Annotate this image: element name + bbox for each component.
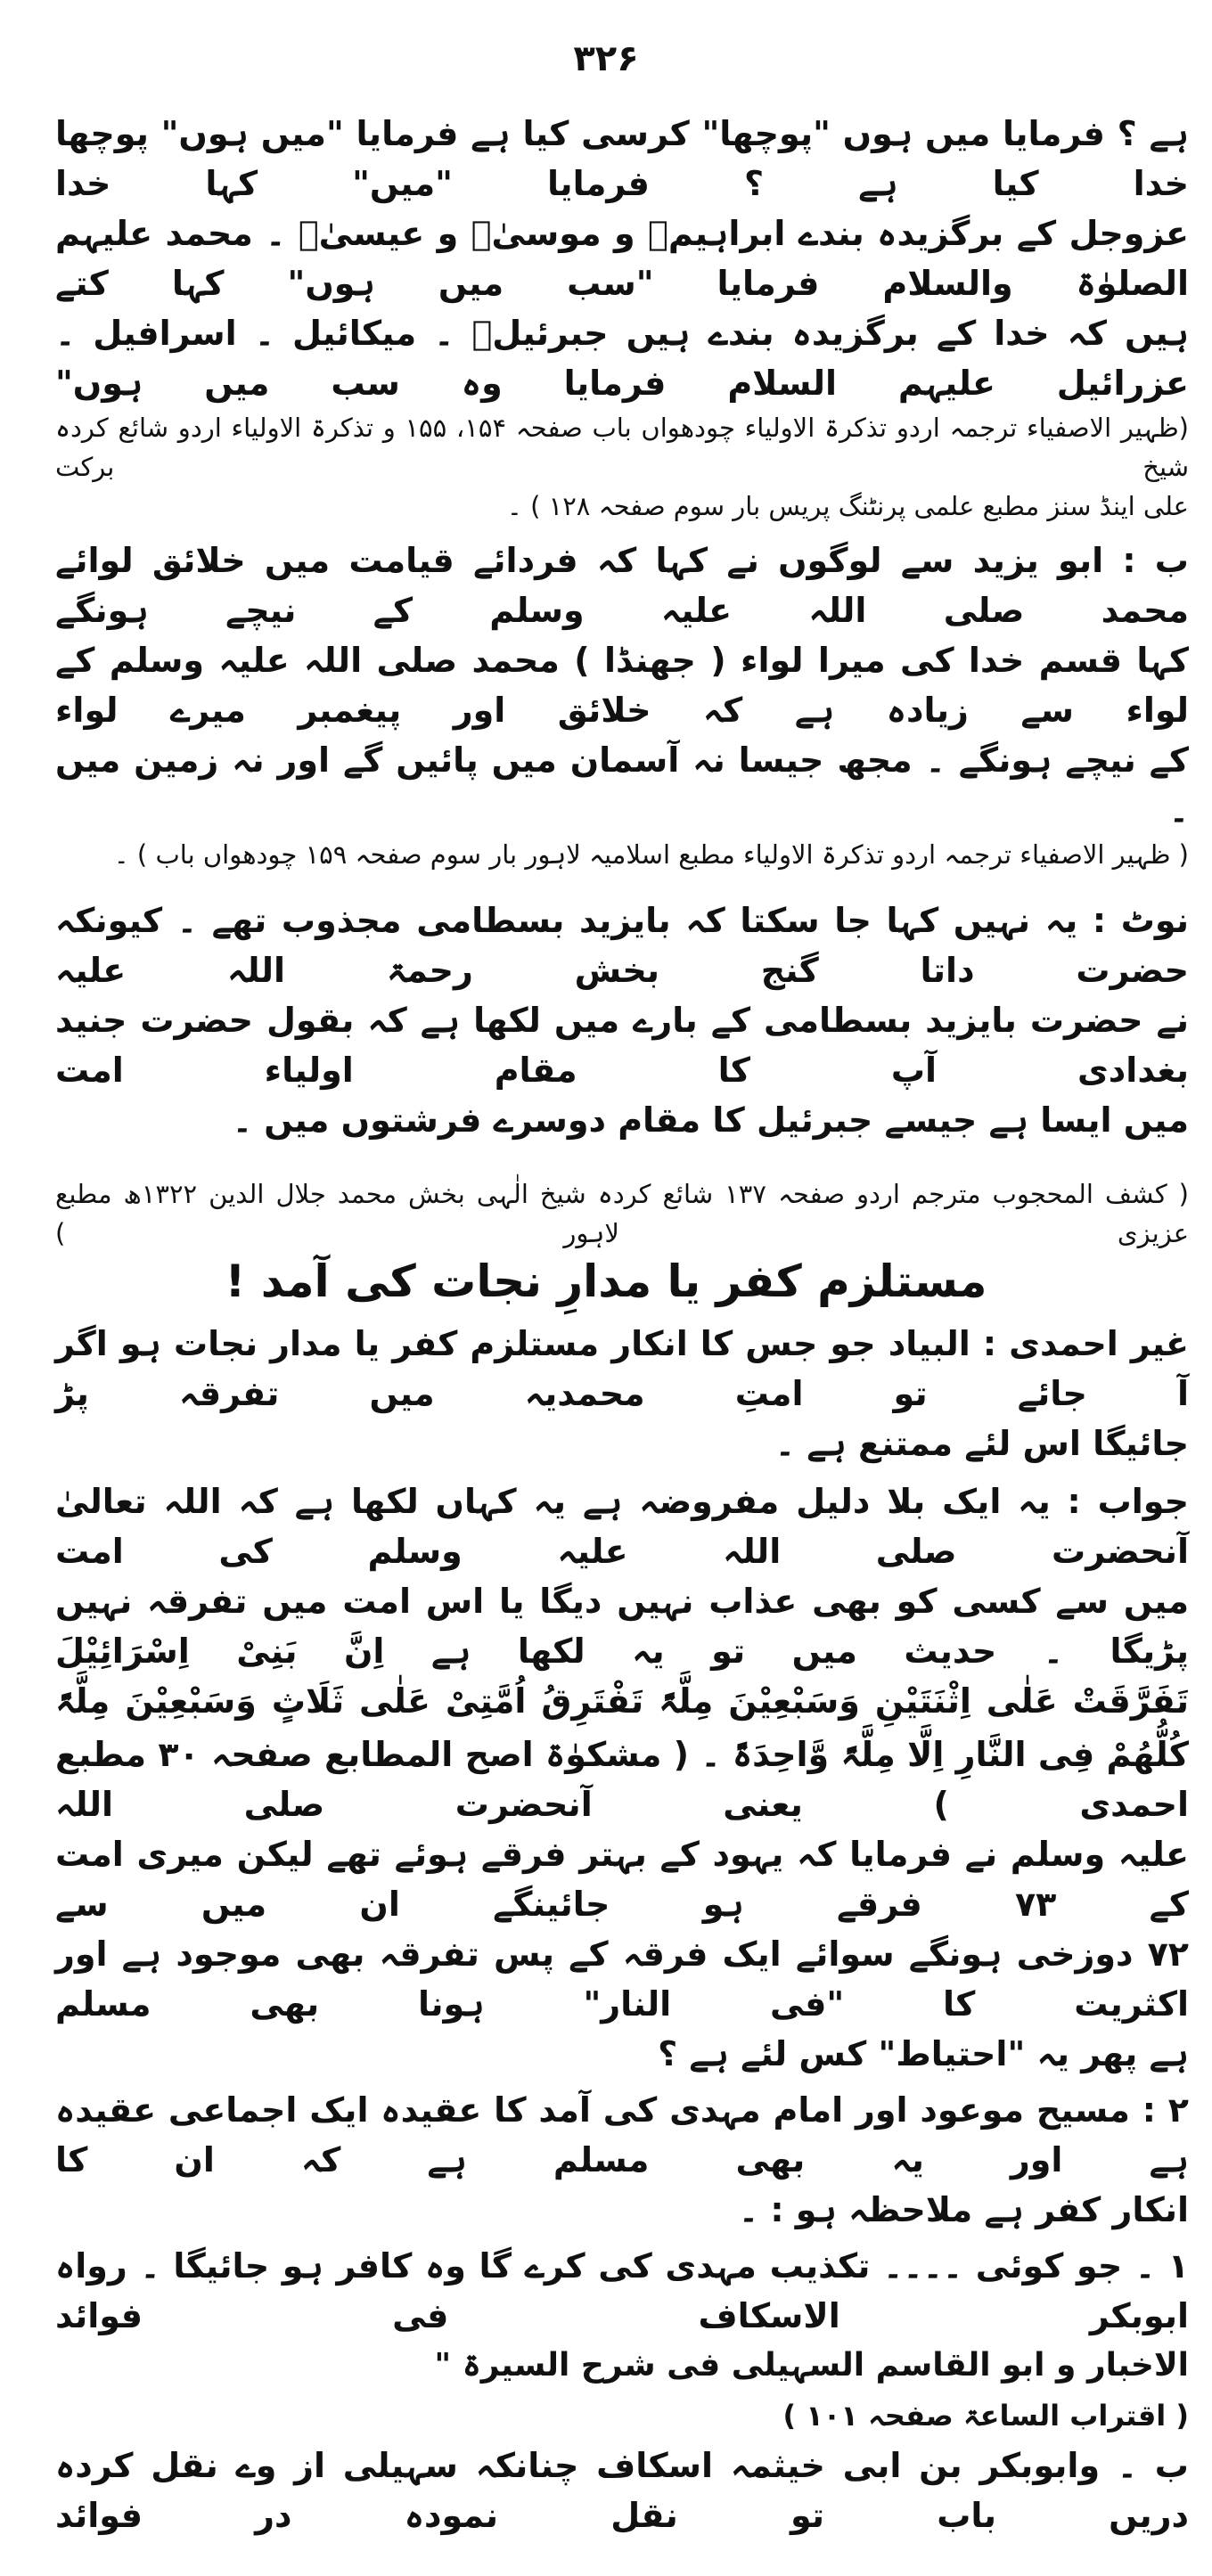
- text-line: ہے پھر یہ "احتیاط" کس لئے ہے ؟: [658, 2034, 1189, 2073]
- text-line: میں ایسا ہے جیسے جبرئیل کا مقام دوسرے فرشتوں میں ۔: [232, 1100, 1189, 1140]
- citation-line: علی اینڈ سنز مطبع علمی پرنٹنگ پریس بار سوم صفحہ ۱۲۸ ) ۔: [506, 491, 1189, 521]
- text-line: عزوجل کے برگزیدہ بندے ابراہیمؑ و موسیٰؑ و عیسیٰؑ ۔ محمد علیہم الصلوٰۃ والسلام فرمایا "سب میں ہوں" کہا کتے: [55, 214, 1189, 303]
- text-line: علیہ وسلم نے فرمایا کہ یہود کے بہتر فرقے ہوئے تھے لیکن میری امت کے ۷۳ فرقے ہو جائینگے ان میں سے: [55, 1835, 1190, 1924]
- text-line: ہیں کہ خدا کے برگزیدہ بندے ہیں جبرئیلؑ ۔ میکائیل ۔ اسرافیل ۔ عزرائیل علیہم السلام فرمایا وہ سب میں ہوں": [55, 314, 1189, 403]
- text-line: جائیگا اس لئے ممتنع ہے ۔: [774, 1424, 1189, 1463]
- citation-reference: ( اقتراب الساعۃ صفحہ ۱۰۱ ): [782, 2399, 1189, 2433]
- text-line: نے حضرت بایزید بسطامی کے بارے میں لکھا ہے کہ بقول حضرت جنید بغدادی آپ کا مقام اولیاء امت: [55, 1001, 1189, 1090]
- text-line: کہا قسم خدا کی میرا لواء ( جھنڈا ) محمد صلی اللہ علیہ وسلم کے لواء سے زیادہ ہے کہ خلائق اور پیغمبر میرے لواء: [55, 641, 1189, 730]
- text-line: ہے ؟ فرمایا میں ہوں "پوچھا" کرسی کیا ہے فرمایا "میں ہوں" پوچھا خدا کیا ہے ؟ فرمایا "میں" کہا خدا: [55, 114, 1189, 203]
- text-line: ۲ : مسیح موعود اور امام مہدی کی آمد کا عقیدہ ایک اجماعی عقیدہ ہے اور یہ بھی مسلم ہے کہ ان کا: [55, 2090, 1189, 2179]
- page-number: ۳۲۶: [573, 38, 639, 79]
- text-line: جواب : یہ ایک بلا دلیل مفروضہ ہے یہ کہاں لکھا ہے کہ اللہ تعالیٰ آنحضرت صلی اللہ علیہ وسلم کی امت: [55, 1482, 1189, 1571]
- text-line: کُلُّھُمْ فِی النَّارِ اِلَّا مِلَّۃً وَّاحِدَۃً ۔ ( مشکوٰۃ اصح المطابع صفحہ ۳۰ مطبع احمدی ) یعنی آنحضرت صلی اللہ: [55, 1735, 1189, 1824]
- text-line: ۱ ۔ جو کوئی ۔۔۔۔ تکذیب مہدی کی کرے گا وہ کافر ہو جائیگا ۔ رواہ ابوبکر الاسکاف فی فوائد: [55, 2246, 1189, 2335]
- text-line: میں سے کسی کو بھی عذاب نہیں دیگا یا اس امت میں تفرقہ نہیں پڑیگا ۔ حدیث میں تو یہ لکھا ہے اِنَّ بَنِیْ اِسْرَائِیْلَ: [55, 1582, 1189, 1671]
- citation-line: ( ظہیر الاصفیاء ترجمہ اردو تذکرۃ الاولیاء مطبع اسلامیہ لاہور بار سوم صفحہ ۱۵۹ چودھواں باب ) ۔: [113, 839, 1189, 870]
- split-line: [55, 2341, 1189, 2441]
- citation-line: ( کشف المحجوب مترجم اردو صفحہ ۱۳۷ شائع کردہ شیخ الٰہی بخش محمد جلال الدین ۱۳۲۲ھ مطبع عزیزی لاہور ): [55, 1179, 1189, 1248]
- text-line: ب ۔ وابوبکر بن ابی خیثمہ اسکاف چنانکہ سہیلی از وے نقل کردہ دریں باب تو نقل نمودہ در فوائد: [55, 2446, 1189, 2535]
- section-heading: مستلزم کفر یا مدارِ نجات کی آمد !: [225, 1255, 987, 1307]
- text-segment: الاخبار و ابو القاسم السہیلی فی شرح السیرۃ ": [434, 2347, 1189, 2384]
- arabic-hadith-line: تَفَرَّقَتْ عَلٰی اِثْنَتَیْنِ وَسَبْعِیْنَ مِلَّۃً تَفْتَرِقُ اُمَّتِیْ عَلٰی ثَلَاثٍ وَسَبْعِیْنَ مِلَّۃً: [55, 1681, 1189, 1721]
- text-line: انکار کفر ہے ملاحظہ ہو : ۔: [738, 2190, 1189, 2229]
- note-line: نوٹ : یہ نہیں کہا جا سکتا کہ بایزید بسطامی مجذوب تھے ۔ کیونکہ حضرت داتا گنج بخش رحمۃ اللہ علیہ: [55, 901, 1189, 990]
- citation-line: (ظہیر الاصفیاء ترجمہ اردو تذکرۃ الاولیاء چودھواں باب صفحہ ۱۵۴، ۱۵۵ و تذکرۃ الاولیاء اردو شائع کردہ شیخ برکت: [55, 413, 1189, 482]
- text-line: غیر احمدی : البیاد جو جس کا انکار مستلزم کفر یا مدار نجات ہو اگر آ جائے تو امتِ محمدیہ میں تفرقہ پڑ: [55, 1324, 1189, 1413]
- text-line: کے نیچے ہونگے ۔ مجھ جیسا نہ آسمان میں پائیں گے اور نہ زمین میں ۔: [55, 740, 1189, 830]
- text-line: ۷۲ دوزخی ہونگے سوائے ایک فرقہ کے پس تفرقہ بھی موجود ہے اور اکثریت کا "فی النار" ہونا بھی مسلم: [55, 1934, 1189, 2024]
- text-line: ب : ابو یزید سے لوگوں نے کہا کہ فردائے قیامت میں خلائق لوائے محمد صلی اللہ علیہ وسلم کے نیچے ہونگے: [55, 541, 1189, 630]
